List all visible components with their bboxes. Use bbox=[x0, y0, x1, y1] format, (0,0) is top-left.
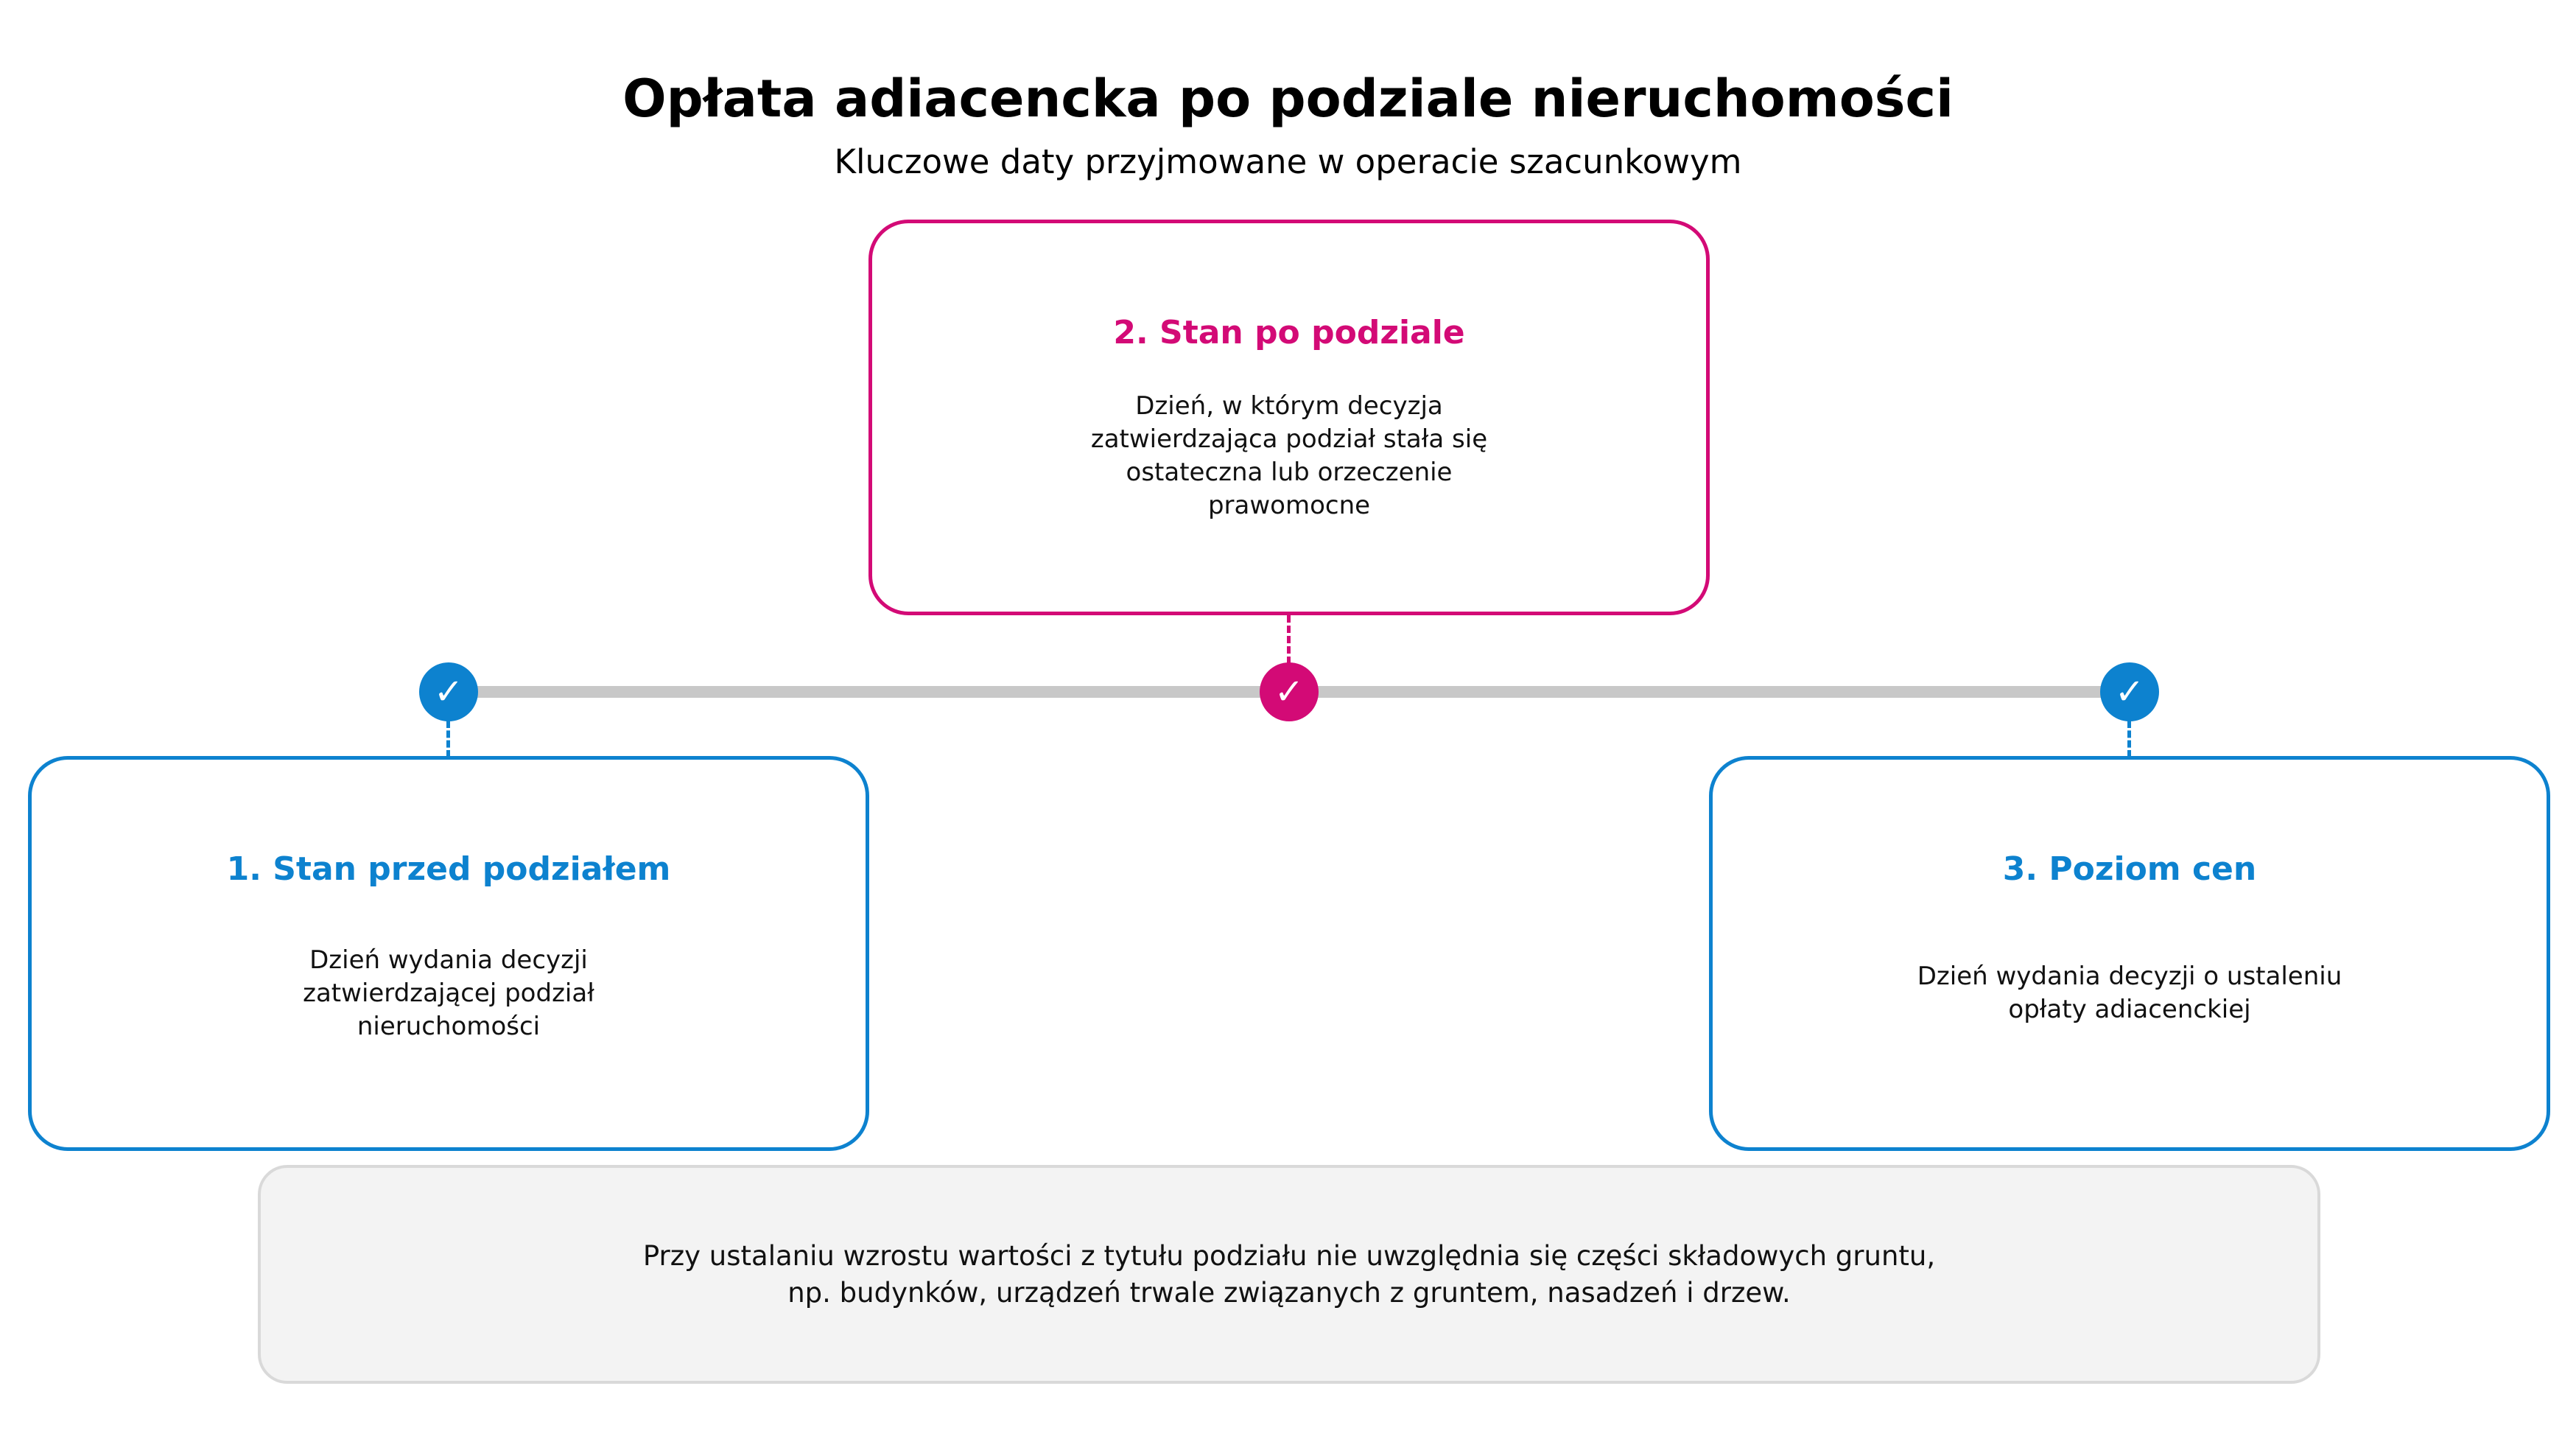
step-card-before-division bbox=[28, 756, 869, 1151]
note-box bbox=[258, 1165, 2320, 1384]
step-card-price-level bbox=[1709, 756, 2550, 1151]
step-description: Dzień wydania decyzji zatwierdzającej podział nieruchomości bbox=[303, 945, 594, 1041]
diagram-title: Opłata adiacencka po podziale nieruchomości bbox=[622, 69, 1954, 129]
diagram-subtitle: Kluczowe daty przyjmowane w operacie szacunkowym bbox=[834, 142, 1742, 181]
check-icon: ✓ bbox=[1260, 662, 1319, 721]
step-card-after-division bbox=[868, 220, 1710, 615]
connector-line-step-1 bbox=[446, 721, 450, 757]
step-title: 1. Stan przed podziałem bbox=[226, 850, 671, 888]
connector-line-step-3 bbox=[2127, 721, 2131, 757]
step-description: Dzień, w którym decyzja zatwierdzająca podział stała się ostateczna lub orzeczenie prawomocne bbox=[1090, 391, 1488, 520]
step-title: 2. Stan po podziale bbox=[1113, 314, 1465, 351]
check-icon: ✓ bbox=[419, 662, 478, 721]
step-description: Dzień wydania decyzji o ustaleniu opłaty adiacenckiej bbox=[1917, 962, 2342, 1024]
note-text-line: np. budynków, urządzeń trwale związanych z gruntem, nasadzeń i drzew. bbox=[787, 1276, 1791, 1309]
connector-line-step-2 bbox=[1287, 615, 1291, 664]
check-icon: ✓ bbox=[2100, 662, 2159, 721]
note-text-line: Przy ustalaniu wzrostu wartości z tytułu podziału nie uwzględnia się części składowych gruntu, bbox=[642, 1239, 1936, 1272]
step-title: 3. Poziom cen bbox=[2002, 850, 2257, 888]
